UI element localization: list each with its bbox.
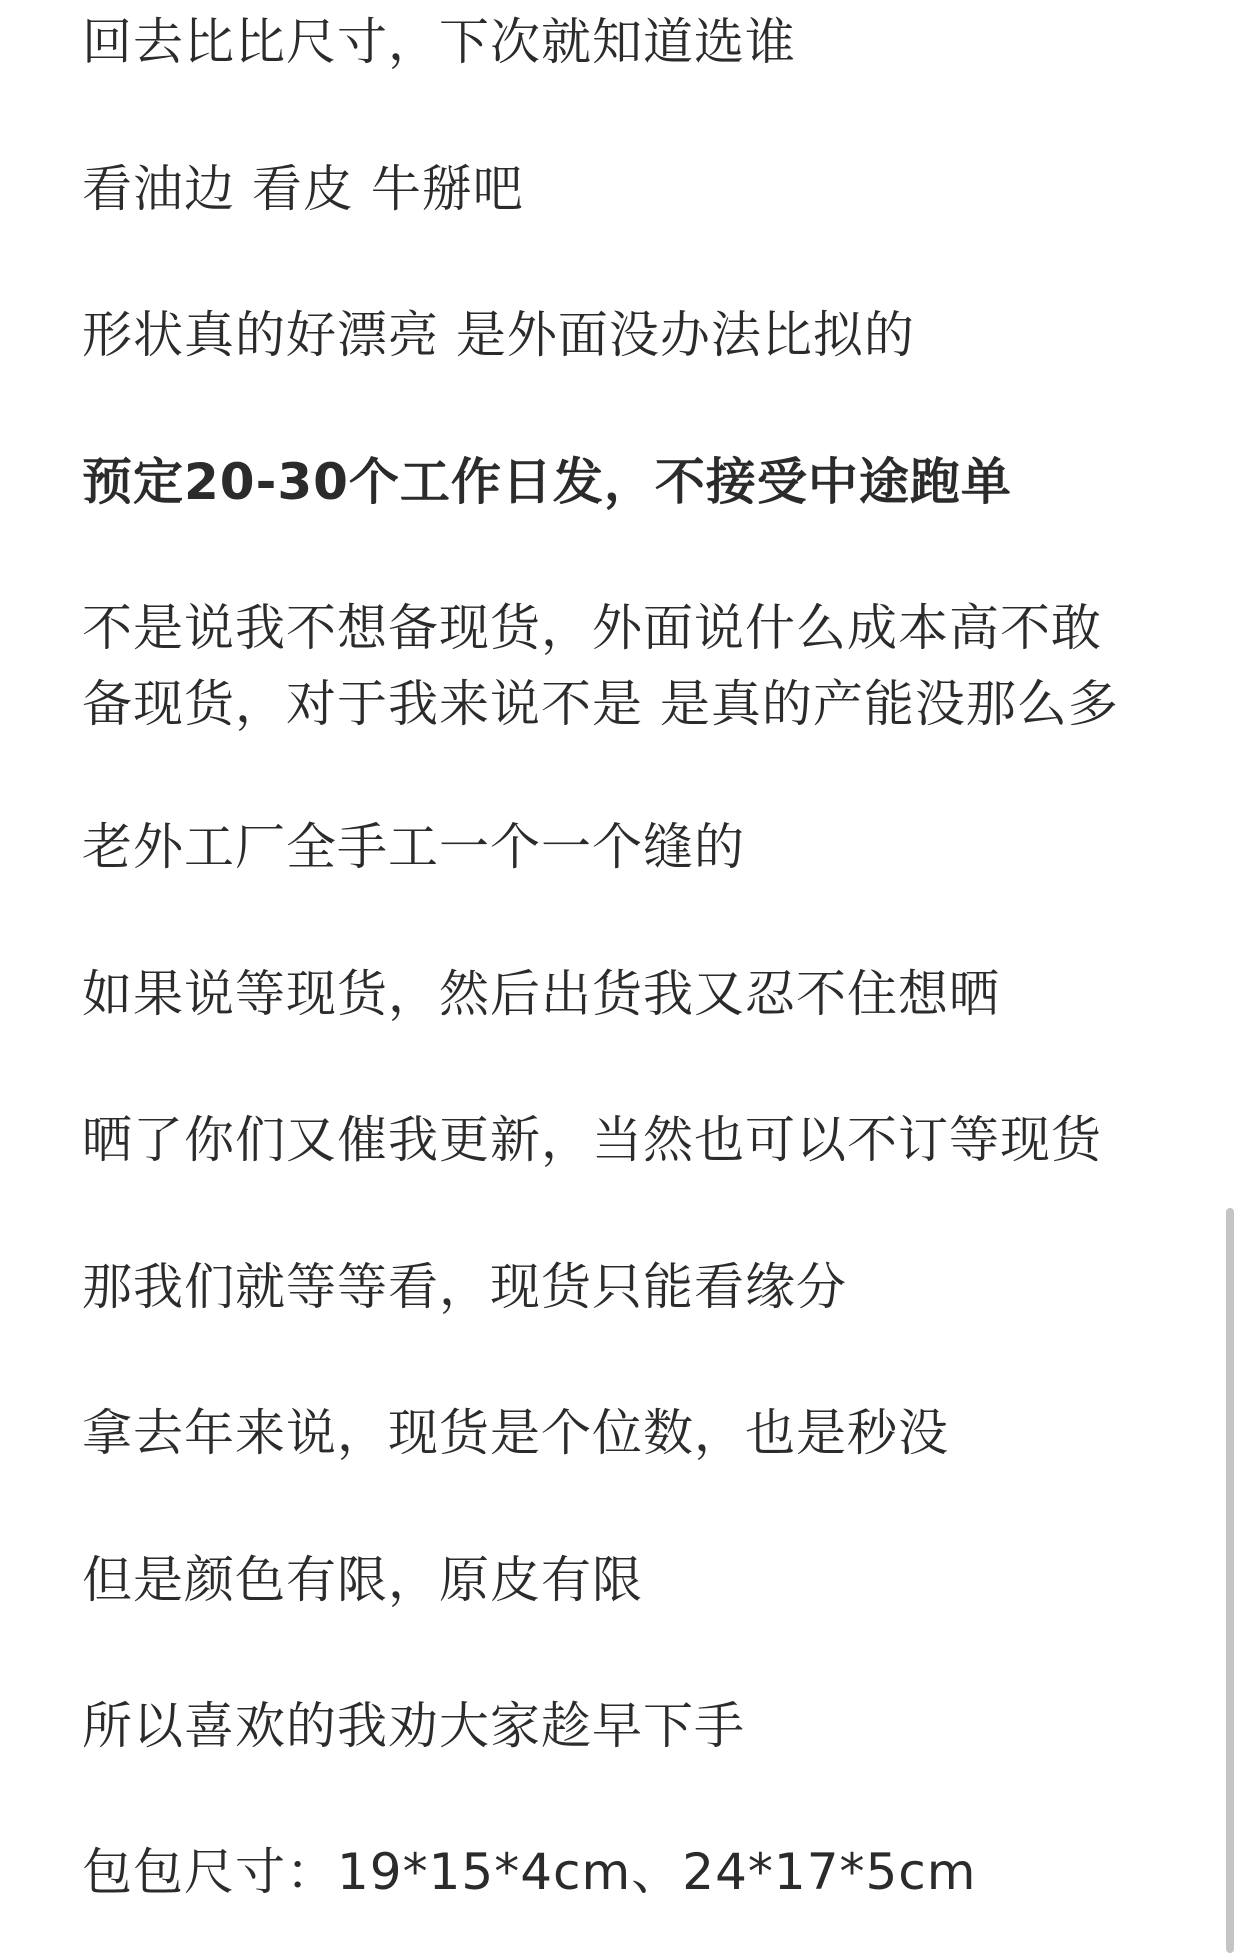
text-line-stock-reason-2: 备现货，对于我来说不是 是真的产能没那么多 [82, 675, 1119, 733]
text-line-last-year: 拿去年来说，现货是个位数，也是秒没 [82, 1404, 949, 1462]
text-line-handmade: 老外工厂全手工一个一个缝的 [82, 818, 745, 876]
text-line-update: 晒了你们又催我更新，当然也可以不订等现货 [82, 1111, 1102, 1169]
text-line-compare-size: 回去比比尺寸，下次就知道选谁 [82, 13, 796, 71]
text-line-stock-reason-1: 不是说我不想备现货，外面说什么成本高不敢 [82, 599, 1102, 657]
text-line-shape: 形状真的好漂亮 是外面没办法比拟的 [82, 306, 915, 364]
text-line-wait-stock: 如果说等现货，然后出货我又忍不住想晒 [82, 965, 1000, 1023]
text-line-preorder-notice: 预定20-30个工作日发，不接受中途跑单 [82, 453, 1012, 511]
text-line-bag-size: 包包尺寸：19*15*4cm、24*17*5cm [82, 1843, 977, 1901]
text-line-oil-edge: 看油边 看皮 牛掰吧 [82, 160, 524, 218]
vertical-scrollbar[interactable] [1226, 1208, 1234, 1953]
text-line-limited: 但是颜色有限，原皮有限 [82, 1551, 643, 1609]
text-line-advice: 所以喜欢的我劝大家趁早下手 [82, 1697, 745, 1755]
text-line-fate: 那我们就等等看，现货只能看缘分 [82, 1258, 847, 1316]
